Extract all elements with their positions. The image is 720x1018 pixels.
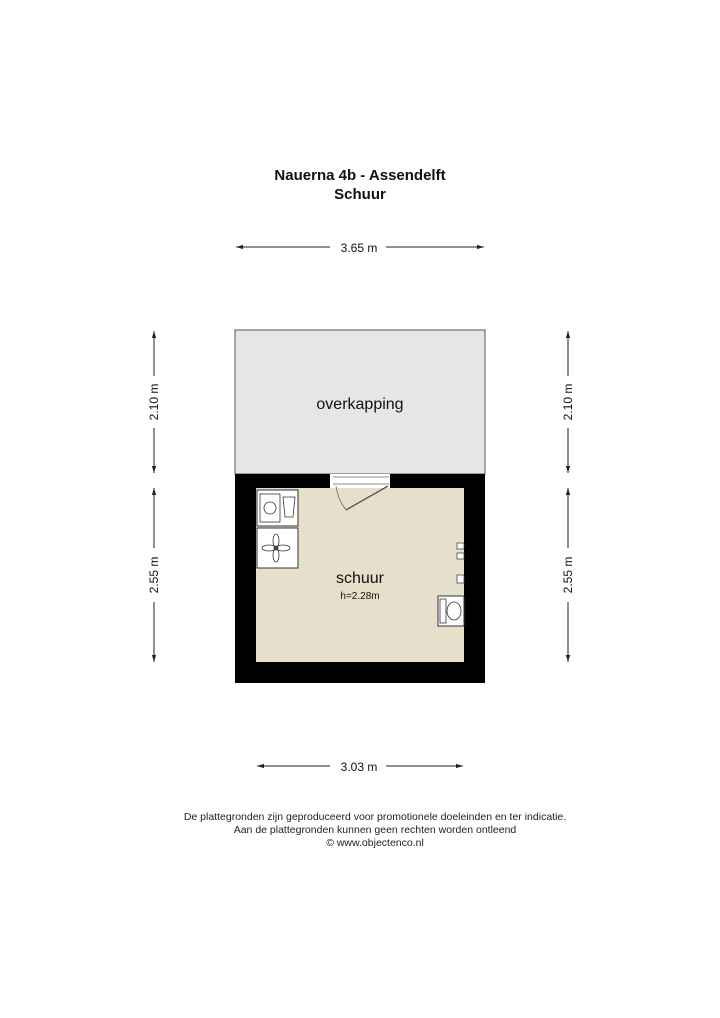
door-opening <box>330 474 390 488</box>
plan-title-address: Nauerna 4b - Assendelft <box>274 167 446 184</box>
disclaimer-line-2: Aan de plattegronden kunnen geen rechten worden ontleend <box>233 824 517 836</box>
dimension-right-upper: 2.10 m <box>561 383 575 421</box>
room-label-overkapping: overkapping <box>316 396 404 413</box>
dimension-bottom-width: 3.03 m <box>340 760 378 774</box>
toilet-icon <box>438 596 464 626</box>
washing-machine-icon <box>257 490 298 526</box>
disclaimer-line-3: © www.objectenco.nl <box>326 837 424 849</box>
room-height-schuur: h=2.28m <box>340 591 380 602</box>
dimension-right-lower: 2.55 m <box>561 556 575 594</box>
plan-title-floor: Schuur <box>334 186 386 203</box>
room-label-schuur: schuur <box>335 570 385 587</box>
disclaimer-line-1: De plattegronden zijn geproduceerd voor promotionele doeleinden en ter indicatie. <box>183 811 567 823</box>
dimension-left-upper: 2.10 m <box>147 383 161 421</box>
dimension-left-lower: 2.55 m <box>147 556 161 594</box>
boiler-fan-icon <box>257 528 298 568</box>
dimension-top-width: 3.65 m <box>340 241 378 255</box>
